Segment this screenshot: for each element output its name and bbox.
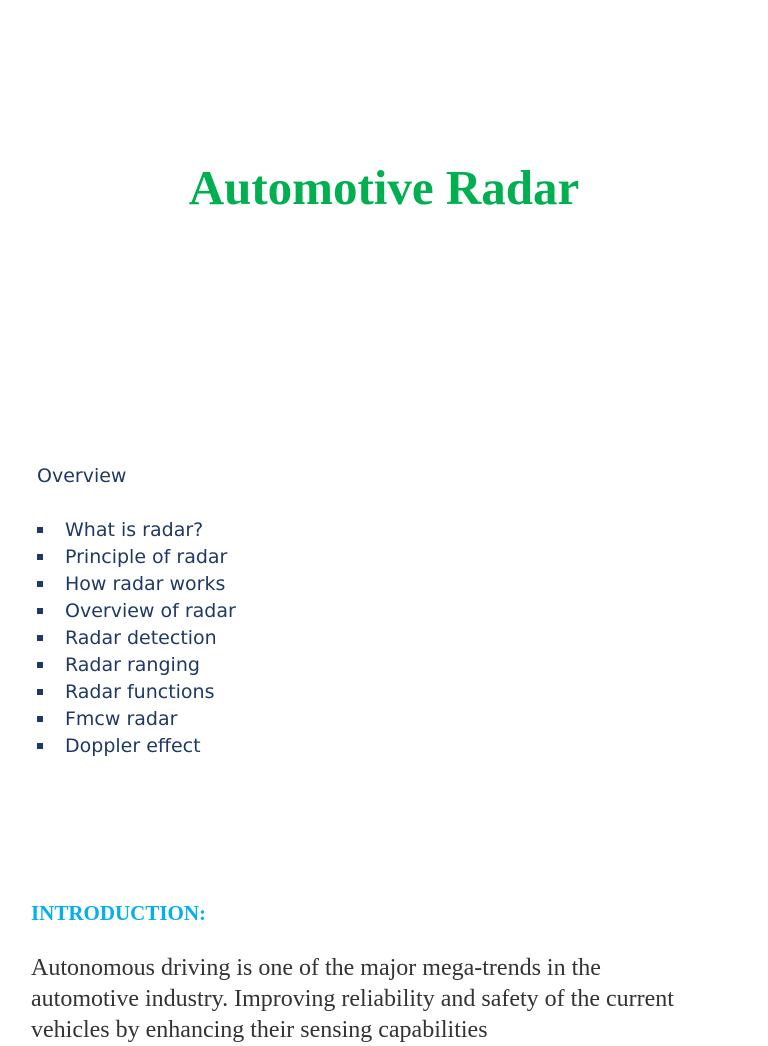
list-item — [37, 544, 236, 571]
list-item-label: What is radar? — [65, 519, 204, 542]
overview-list — [37, 517, 236, 759]
list-item-label: Radar functions — [65, 680, 215, 703]
list-item — [37, 625, 236, 652]
square-bullet-icon — [37, 608, 43, 614]
square-bullet-icon — [37, 689, 43, 695]
introduction-line: Autonomous driving is one of the major mega-trends in the — [31, 955, 601, 981]
list-item — [37, 651, 236, 678]
list-item-label: Principle of radar — [65, 546, 228, 569]
list-item-label: Radar ranging — [65, 653, 200, 676]
list-item — [37, 571, 236, 598]
square-bullet-icon — [37, 635, 43, 641]
list-item — [37, 732, 236, 759]
document-title: Automotive Radar — [188, 160, 580, 215]
square-bullet-icon — [37, 743, 43, 749]
introduction-paragraph — [31, 953, 731, 1046]
overview-heading: Overview — [37, 465, 127, 487]
square-bullet-icon — [37, 716, 43, 722]
list-item-label: Overview of radar — [65, 600, 236, 623]
list-item — [37, 678, 236, 705]
list-item-label: How radar works — [65, 573, 226, 596]
square-bullet-icon — [37, 662, 43, 668]
introduction-line: vehicles by enhancing their sensing capabilities — [31, 1017, 488, 1043]
list-item — [37, 598, 236, 625]
list-item — [37, 517, 236, 544]
list-item — [37, 705, 236, 732]
list-item-label: Fmcw radar — [65, 707, 178, 730]
list-item-label: Radar detection — [65, 627, 217, 649]
introduction-heading: INTRODUCTION: — [31, 901, 207, 925]
square-bullet-icon — [37, 554, 43, 560]
square-bullet-icon — [37, 581, 43, 587]
list-item-label: Doppler effect — [65, 734, 201, 757]
introduction-line: automotive industry. Improving reliability and safety of the current — [31, 986, 674, 1012]
square-bullet-icon — [37, 527, 43, 533]
